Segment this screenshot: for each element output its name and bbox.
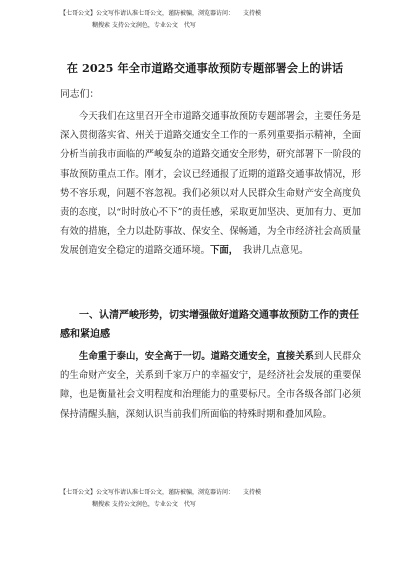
paragraph-section-1-text: 到人民群众的生命财产安全，关系到千家万户的幸福安宁，是经济社会发展的重要保障，也是衡量社会文明程度和治理能力的重要标尺。全市各级各部门必须保持清醒头脑，深刻认识当前我们所面临的特殊时期和叠加风险。 (60, 351, 361, 420)
paragraph-intro (60, 107, 361, 261)
document-title: 在 2025 年全市道路交通事故预防专题部署会上的讲话 (66, 61, 344, 75)
paragraph-section-1-lead: 生命重于泰山，安全高于一切。道路交通安全，直接关系 (79, 351, 314, 362)
paragraph-intro-tail: 我讲几点意见。 (233, 245, 309, 257)
section-heading-1: 一、认清严峻形势，切实增强做好道路交通事故预防工作的责任感和紧迫感 (60, 310, 359, 340)
header-watermark-note (60, 8, 360, 32)
header-note-line-1: 【七哥公文】公文写作请认准七哥公文，谨防被骗，浏览器访问： 支持模 (60, 10, 262, 17)
header-note-line-2: 糊搜索 支持公文润色，专业公文 代写 (92, 22, 196, 29)
footer-watermark-note (60, 487, 360, 511)
paragraph-intro-bold: 下面， (210, 245, 234, 257)
greeting: 同志们： (60, 89, 100, 100)
footer-note-line-1: 【七哥公文】公文写作请认准七哥公文，谨防被骗，浏览器访问： 支持模 (60, 489, 262, 496)
footer-note-line-2: 糊搜索 支持公文润色，专业公文 代写 (92, 501, 196, 508)
paragraph-section-1 (60, 347, 361, 424)
paragraph-intro-text: 今天我们在这里召开全市道路交通事故预防专题部署会，主要任务是深入贯彻落实省、州关于道路交通安全工作的一系列重要指示精神，全面分析当前我市面临的严峻复杂的道路交通安全形势，研究部署下一阶段的事故预防重点工作。刚才，会议已经通报了近期的道路交通事故情况，形势不容乐观，问题不容忽视。我们必须以对人民群众生命财产安全高度负责的态度，以“时时放心不下”的责任感，采取更加坚决、更加有力、更加有效的措施，全力以赴防事故、保安全、保畅通，为全市经济社会高质量发展创造安全稳定的道路交通环境。 (60, 111, 361, 257)
